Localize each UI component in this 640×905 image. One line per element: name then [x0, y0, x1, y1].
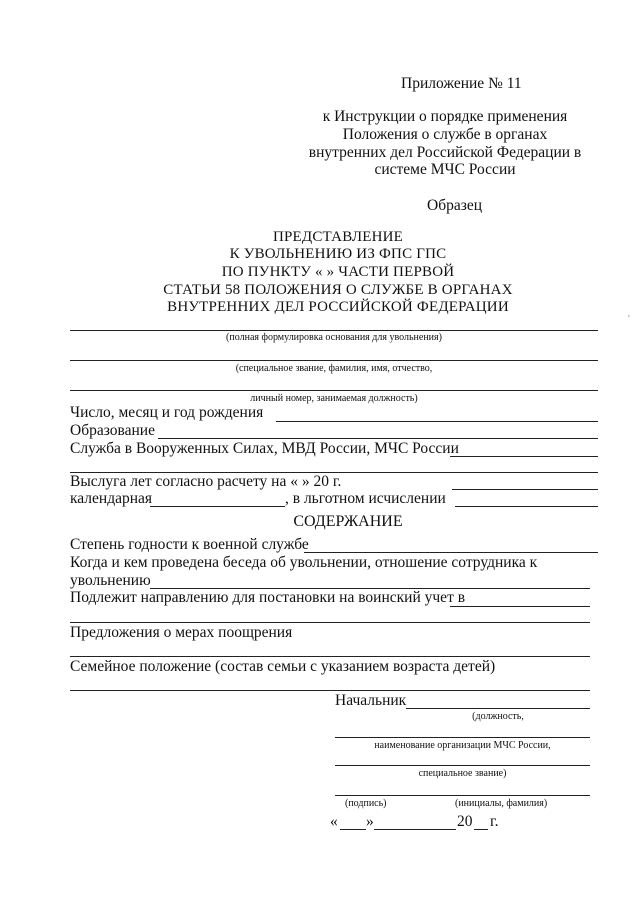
position-caption: (должность,: [472, 711, 524, 722]
rank-caption: специальное звание): [418, 768, 507, 779]
instruction-ref-line2: Положения о службе в органах: [342, 126, 548, 143]
birth-label: Число, месяц и год рождения: [70, 404, 264, 421]
margin-mark: ': [628, 314, 630, 325]
title-line2: К УВОЛЬНЕНИЮ ИЗ ФПС ГПС: [229, 246, 447, 262]
instruction-ref-line3: внутренних дел Российской Федерации в: [308, 144, 582, 161]
content-heading: СОДЕРЖАНИЕ: [293, 513, 403, 530]
instruction-ref-line4: системе МЧС России: [374, 161, 516, 178]
military-registration-extra-line[interactable]: [70, 622, 590, 623]
sign-line[interactable]: [335, 795, 590, 796]
service-field[interactable]: [450, 456, 598, 457]
seniority-field[interactable]: [452, 489, 598, 490]
title-line3: ПО ПУНКТУ « » ЧАСТИ ПЕРВОЙ: [221, 264, 455, 280]
date-day-field[interactable]: [340, 829, 366, 830]
military-registration-field[interactable]: [450, 606, 590, 607]
service-label: Служба в Вооруженных Силах, МВД России, МЧС России: [70, 440, 459, 457]
fitness-label: Степень годности к военной службе: [70, 536, 309, 553]
fitness-field[interactable]: [304, 552, 598, 553]
title-line4: СТАТЬИ 58 ПОЛОЖЕНИЯ О СЛУЖБЕ В ОРГАНАХ: [163, 282, 513, 298]
preferential-label: , в льготном исчислении: [285, 490, 446, 507]
education-field[interactable]: [158, 438, 598, 439]
rank-field[interactable]: [335, 765, 590, 766]
rank-name-caption: (специальное звание, фамилия, имя, отчество,: [235, 363, 433, 374]
organization-caption: наименование организации МЧС России,: [374, 740, 551, 751]
chief-position-field[interactable]: [406, 708, 590, 709]
sample-label: Образец: [427, 197, 483, 214]
military-registration-label: Подлежит направлению для постановки на воинский учет в: [70, 589, 466, 606]
date-year-field[interactable]: [474, 829, 488, 830]
family-label: Семейное положение (состав семьи с указанием возраста детей): [70, 658, 496, 675]
initials-caption: (инициалы, фамилия): [455, 798, 548, 809]
number-position-caption: личный номер, занимаемая должность): [250, 393, 418, 404]
date-close-quote: »: [366, 813, 374, 830]
rank-name-line[interactable]: [70, 360, 598, 361]
sign-caption: (подпись): [345, 798, 387, 809]
encouragement-field[interactable]: [70, 656, 590, 657]
instruction-ref-line1: к Инструкции о порядке применения: [322, 108, 568, 125]
chief-label: Начальник: [335, 692, 407, 709]
date-open-quote: «: [330, 813, 338, 830]
interview-label-line1: Когда и кем проведена беседа об увольнении, отношение сотрудника к: [70, 554, 538, 571]
basis-line[interactable]: [70, 330, 598, 331]
interview-label-line2: увольнению: [70, 572, 151, 589]
family-field[interactable]: [70, 690, 590, 691]
encouragement-label: Предложения о мерах поощрения: [70, 624, 293, 641]
title-line1: ПРЕДСТАВЛЕНИЕ: [272, 229, 404, 245]
date-month-field[interactable]: [374, 829, 456, 830]
organization-field[interactable]: [335, 737, 590, 738]
seniority-label: Выслуга лет согласно расчету на « » 20 г.: [70, 473, 342, 490]
number-position-line[interactable]: [70, 390, 598, 391]
date-year-suffix: г.: [490, 813, 499, 830]
preferential-field[interactable]: [455, 506, 598, 507]
date-year-prefix: 20: [457, 813, 473, 830]
birth-field[interactable]: [276, 421, 598, 422]
basis-caption: (полная формулировка основания для увольнения): [226, 332, 442, 343]
calendar-field[interactable]: [150, 506, 285, 507]
appendix-number: Приложение № 11: [401, 75, 522, 92]
education-label: Образование: [70, 422, 155, 439]
calendar-label: календарная: [70, 490, 153, 507]
title-line5: ВНУТРЕННИХ ДЕЛ РОССИЙСКОЙ ФЕДЕРАЦИИ: [167, 299, 509, 315]
